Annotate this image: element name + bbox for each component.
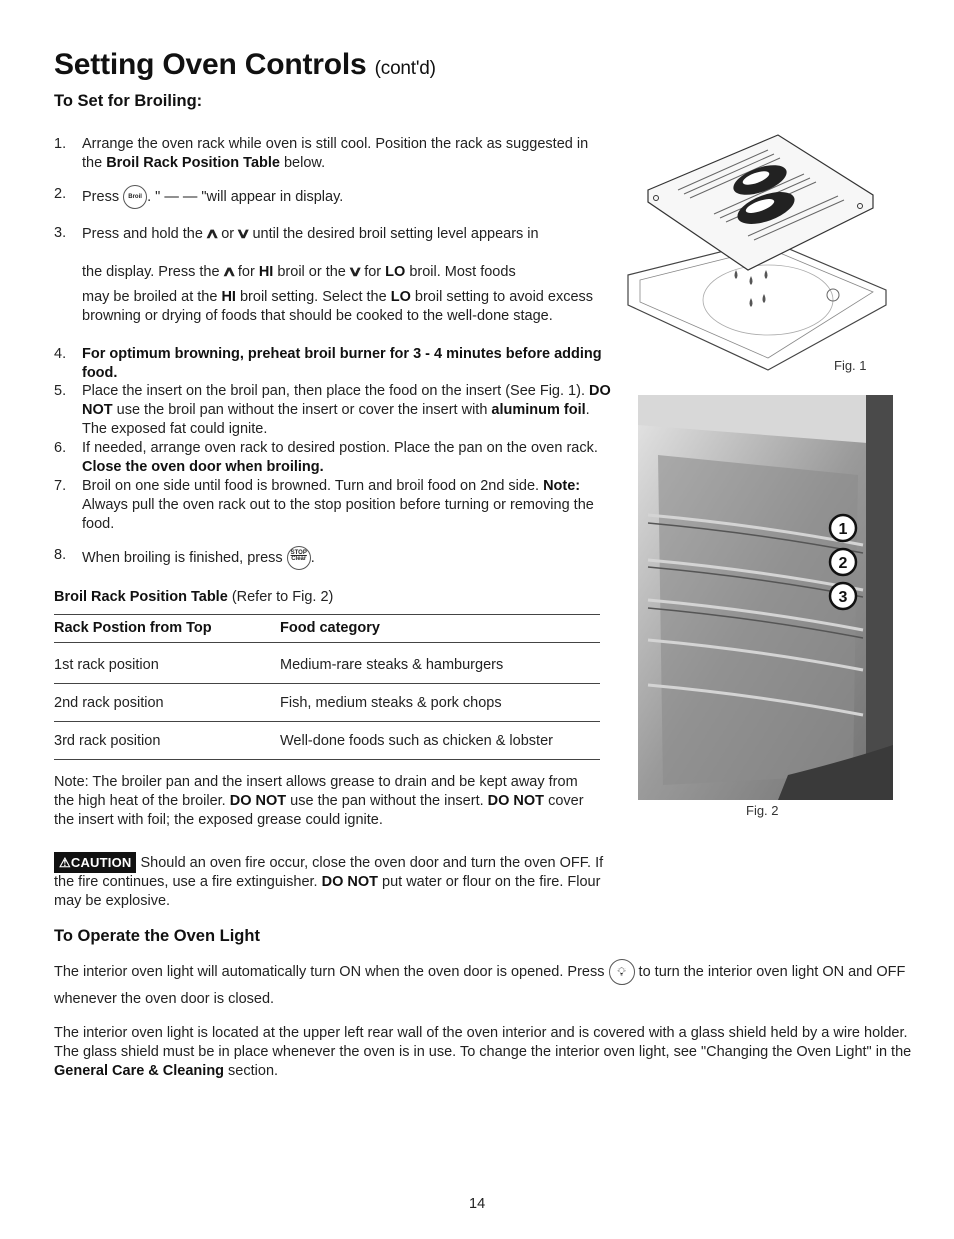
broiler-note (54, 773, 594, 830)
caution-badge-label: CAUTION (70, 855, 132, 870)
step-text-part: until the desired broil setting level appears in (252, 226, 539, 242)
step-text-part: broil setting. Select the (239, 289, 387, 305)
table-rule (54, 721, 600, 722)
key-label-top: STOP (290, 550, 307, 556)
step-number: 7. (54, 478, 67, 494)
note-text: use the pan without the insert. (286, 793, 488, 809)
step-text-bold: HI (221, 289, 236, 305)
caution-badge (54, 852, 136, 873)
step-number: 5. (54, 383, 67, 399)
light-text: The interior oven light will automatically turn ON when the oven door is opened. Press (54, 964, 605, 980)
caution-block (54, 852, 606, 911)
step-text-part: for (237, 264, 255, 280)
step-number: 8. (54, 547, 67, 563)
table-header-cell (54, 619, 212, 638)
step-text-bold: For optimum browning, preheat broil burner for 3 - 4 minutes before adding food. (82, 346, 602, 381)
down-arrow-icon: ∨ (347, 263, 363, 279)
note-bold: DO NOT (487, 793, 545, 809)
step-text (82, 439, 612, 477)
figure-2-caption: Fig. 2 (746, 803, 779, 818)
step-text-part: or (221, 226, 235, 242)
note-text: Note: The broiler pan and the insert allows grease to drain and be kept away from the high heat of the broiler. (54, 774, 578, 809)
step-text-part: broil. Most foods (409, 264, 516, 280)
light-text: section. (224, 1063, 279, 1079)
table-rule (54, 642, 600, 643)
section-heading-broiling: To Set for Broiling: (54, 92, 203, 110)
table-rule (54, 759, 600, 760)
step-number: 3. (54, 225, 67, 241)
section-heading-oven-light: To Operate the Oven Light (54, 927, 260, 945)
step-number: 1. (54, 136, 67, 152)
light-text: to turn the interior oven light ON and OFF whenever the oven door is closed. (54, 964, 906, 1007)
step-text-part: Press (82, 188, 120, 205)
step-number: 2. (54, 186, 67, 202)
step-text (82, 345, 612, 383)
step-text-part: If needed, arrange oven rack to desired postion. Place the pan on the oven rack. (82, 440, 598, 456)
step-text-part: Arrange the oven rack while oven is still cool. Position the rack as suggested in the (82, 136, 589, 171)
step-text-part: the display. Press the (82, 264, 220, 280)
table-cell: 3rd rack position (54, 733, 161, 749)
step-text-part: below. (279, 155, 326, 171)
warning-triangle-icon: ⚠ (59, 855, 71, 870)
step-text (82, 262, 612, 282)
broil-pan-illustration (618, 130, 893, 375)
up-arrow-icon: ∧ (221, 263, 237, 279)
oven-interior-photo (638, 395, 893, 800)
down-arrow-icon: ∨ (235, 225, 251, 241)
step-number: 6. (54, 440, 67, 456)
stop-clear-key-icon (287, 546, 311, 570)
broil-key-icon: Broil (123, 185, 147, 209)
step-text-part: for (364, 264, 382, 280)
table-rule (54, 683, 600, 684)
page-title-text: Setting Oven Controls (54, 48, 367, 81)
table-header-text: Rack Postion from Top (54, 620, 212, 636)
rack-label-3: 3 (838, 589, 848, 606)
page-title-suffix: (cont'd) (374, 58, 436, 79)
table-caption-bold: Broil Rack Position Table (54, 589, 228, 605)
note-text: cover the insert with foil; the exposed grease could ignite. (54, 793, 584, 828)
step-text-part: . (310, 549, 315, 566)
step-text-bold: DO NOT (82, 383, 611, 418)
table-caption (54, 588, 333, 607)
caution-text: Should an oven fire occur, close the oven door and turn the oven OFF. If the fire continues, use a fire extinguisher. (54, 855, 604, 890)
step-text-part: use the broil pan without the insert or cover the insert with (112, 402, 492, 418)
step-text (82, 477, 612, 534)
step-text-part: may be broiled at the (82, 289, 218, 305)
step-text-bold: Note: (543, 478, 581, 494)
step-text-bold: aluminum foil (491, 402, 586, 418)
step-text (82, 382, 612, 439)
table-cell: Well-done foods such as chicken & lobster (280, 733, 553, 749)
table-cell: Medium-rare steaks & hamburgers (280, 657, 504, 673)
step-number: 4. (54, 346, 67, 362)
caution-text: put water or flour on the fire. Flour may be explosive. (54, 874, 601, 909)
table-cell: 1st rack position (54, 657, 159, 673)
step-text-bold: HI (258, 264, 274, 280)
step-text (82, 224, 622, 244)
table-header-text: Food category (280, 620, 380, 636)
figure-1-caption: Fig. 1 (834, 358, 867, 373)
step-text-part: broil setting to avoid excess browning or drying of foods that should be cooked to the well-done stage. (82, 289, 594, 324)
step-text-part: Place the insert on the broil pan, then place the food on the insert (See Fig. 1). (82, 383, 590, 399)
step-text (82, 546, 612, 570)
light-text: The interior oven light is located at the upper left rear wall of the oven interior and is covered with a glass shield held by a wire holder. The glass shield must be in place whenever the oven is in use. To change the interior oven light, see "Changing the Oven Light" in the (54, 1025, 912, 1060)
step-text-bold: Broil Rack Position Table (106, 155, 280, 171)
light-bold: General Care & Cleaning (54, 1063, 225, 1079)
oven-light-paragraph (54, 959, 914, 1013)
step-text (82, 135, 612, 173)
step-text-part: . " — — "will appear in display. (147, 188, 344, 205)
step-text-bold: Close the oven door when broiling. (82, 459, 324, 475)
note-bold: DO NOT (229, 793, 287, 809)
table-caption-rest: (Refer to Fig. 2) (231, 589, 334, 605)
rack-label-2: 2 (838, 555, 848, 572)
table-cell: 2nd rack position (54, 695, 164, 711)
oven-light-location-paragraph (54, 1024, 912, 1081)
step-text-part: Press and hold the (82, 226, 203, 242)
step-text-part: . The exposed fat could ignite. (82, 402, 590, 437)
step-text-part: When broiling is finished, press (82, 549, 283, 566)
up-arrow-icon: ∧ (204, 225, 220, 241)
page-number: 14 (469, 1196, 486, 1212)
rack-label-1: 1 (838, 521, 848, 538)
table-rule (54, 614, 600, 615)
light-key-icon: 💡︎ (609, 959, 635, 985)
table-cell: Fish, medium steaks & pork chops (280, 695, 502, 711)
step-text-bold: LO (385, 264, 406, 280)
step-text-part: broil or the (277, 264, 346, 280)
caution-bold: DO NOT (321, 874, 378, 890)
steps-list (0, 0, 620, 600)
step-text-part: Always pull the oven rack out to the stop position before turning or removing the food. (82, 497, 594, 532)
step-text-bold: LO (390, 289, 411, 305)
step-text (82, 185, 612, 209)
table-header-cell (280, 619, 380, 638)
step-text (82, 288, 597, 326)
key-label-bottom: Clear (291, 556, 307, 562)
step-text-part: Broil on one side until food is browned. Turn and broil food on 2nd side. (82, 478, 544, 494)
